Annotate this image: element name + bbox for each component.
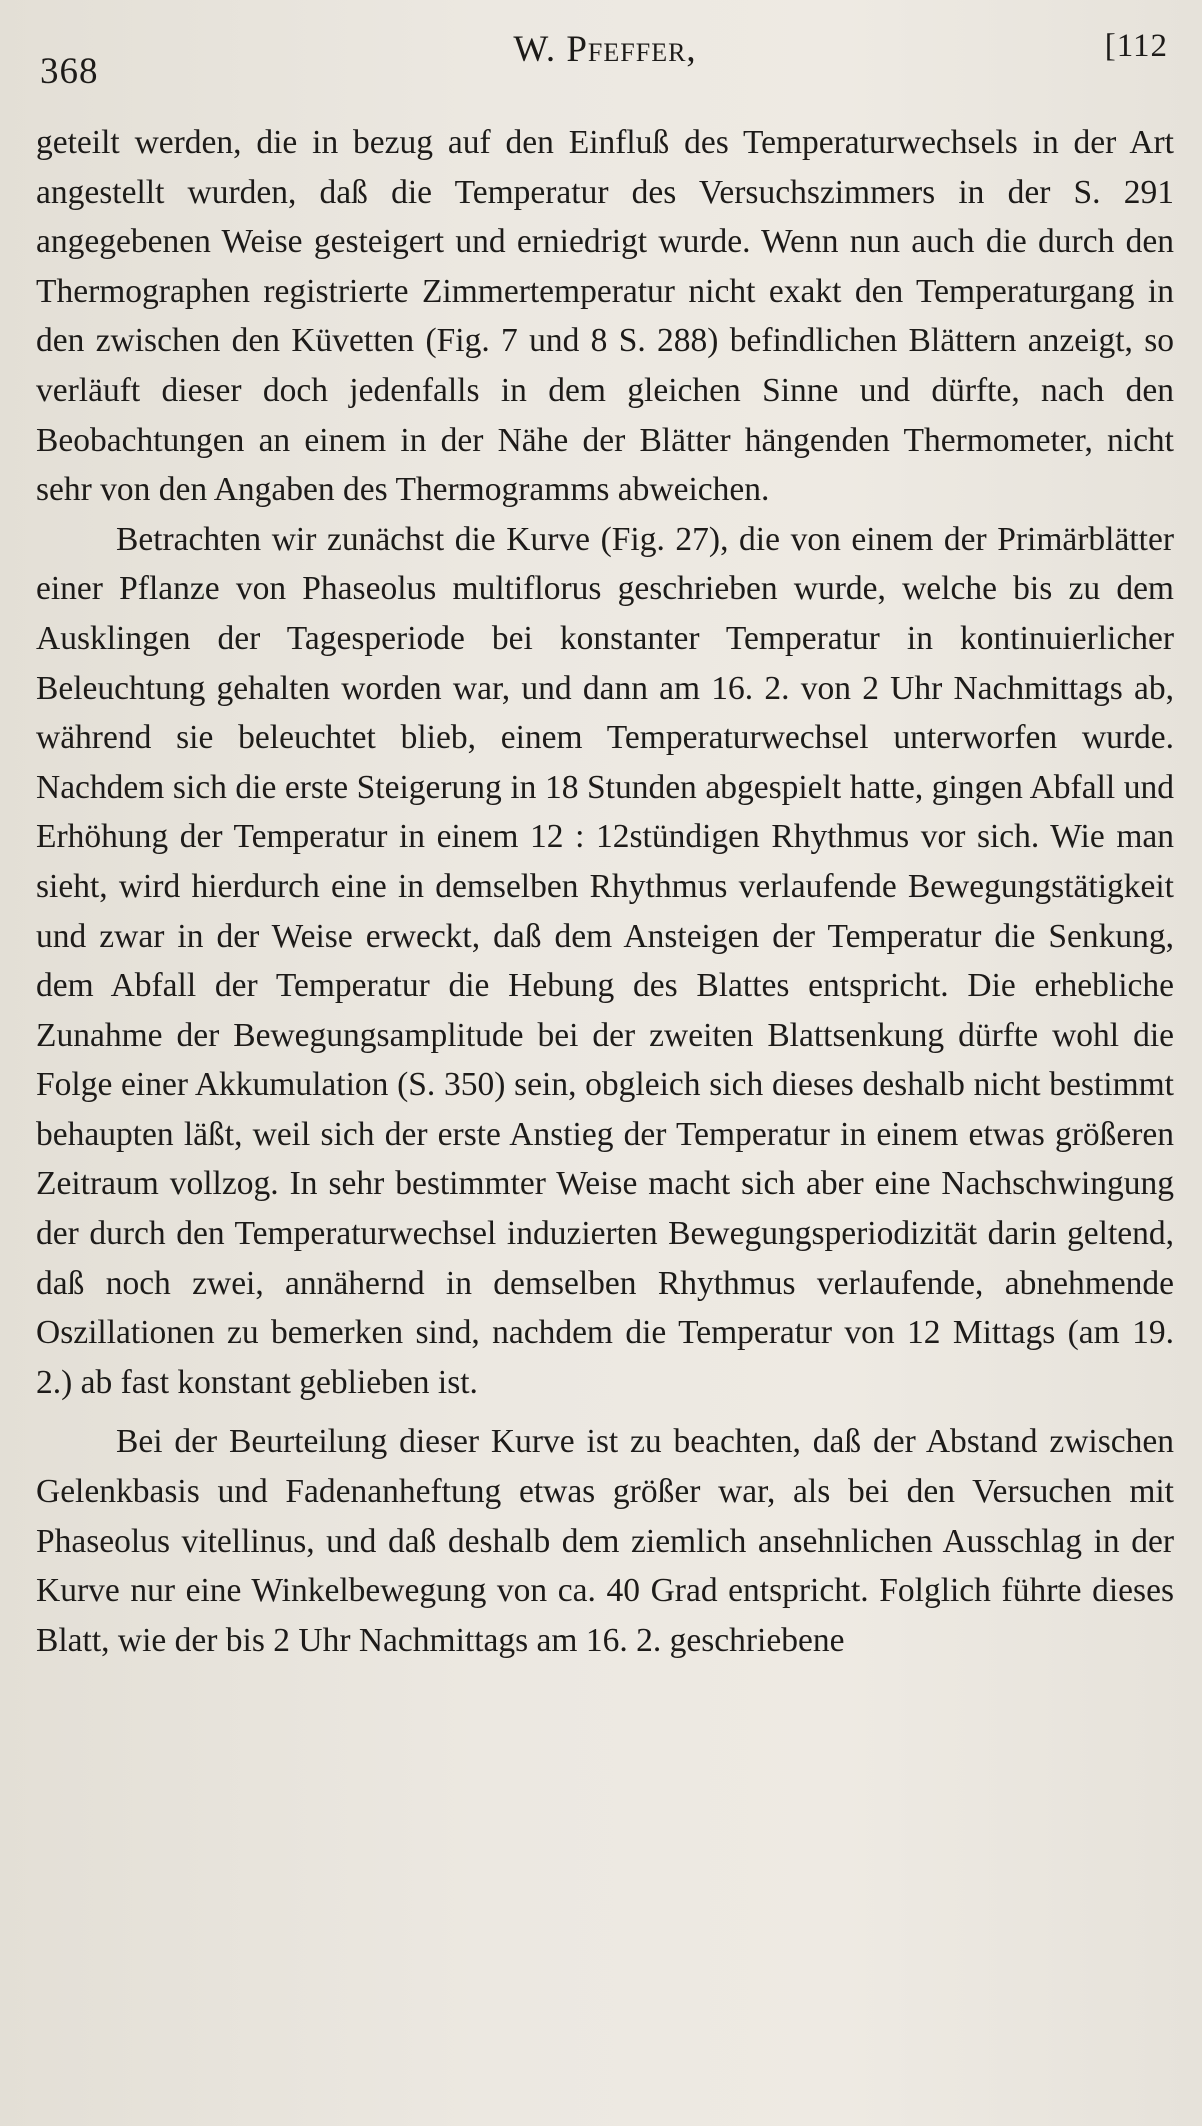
page-number: 368 <box>40 51 99 92</box>
running-head <box>36 22 1174 118</box>
paragraph-kurve-fig-27: Betrachten wir zunächst die Kurve (Fig. 27), die von einem der Primärblätter einer Pflanze von Phaseolus multiflorus geschrieben wurde, welche bis zu dem Ausklingen der Tagesperiode bei konstanter Temperatur in kontinuierlicher Beleuchtung gehalten worden war, und dann am 16. 2. von 2 Uhr Nachmittags ab, während sie beleuchtet blieb, einem Temperaturwechsel unterworfen wurde. Nachdem sich die erste Steigerung in 18 Stunden abgespielt hatte, gingen Abfall und Erhöhung der Temperatur in einem 12 : 12stündigen Rhythmus vor sich. Wie man sieht, wird hierdurch eine in demselben Rhythmus verlaufende Bewegungstätigkeit und zwar in der Weise erweckt, daß dem Ansteigen der Temperatur die Senkung, dem Abfall der Temperatur die Hebung des Blattes entspricht. Die erhebliche Zunahme der Bewegungsamplitude bei der zweiten Blattsenkung dürfte wohl die Folge einer Akkumulation (S. 350) sein, obgleich sich dieses deshalb nicht bestimmt behaupten läßt, weil sich der erste Anstieg der Temperatur in einem etwas größeren Zeitraum vollzog. In sehr bestimmter Weise macht sich aber eine Nachschwingung der durch den Temperaturwechsel induzierten Bewegungsperiodizität darin geltend, daß noch zwei, annähernd in demselben Rhythmus verlaufende, abnehmende Oszillationen zu bemerken sind, nachdem die Temperatur von 12 Mittags (am 19. 2.) ab fast konstant geblieben ist. <box>36 520 1174 1401</box>
paragraph-beurteilung: Bei der Beurteilung dieser Kurve ist zu beachten, daß der Abstand zwischen Gelenkbasis und Fadenanheftung etwas größer war, als bei den Versuchen mit Phaseolus vitellinus, und daß deshalb dem ziemlich ansehnlichen Ausschlag in der Kurve nur eine Winkelbewegung von ca. 40 Grad entspricht. Folglich führte dieses Blatt, wie der bis 2 Uhr Nachmittags am 16. 2. geschriebene <box>36 1423 1174 1659</box>
body-text <box>36 118 1174 1665</box>
paragraph-continuation: geteilt werden, die in bezug auf den Einfluß des Temperaturwechsels in der Art angestellt wurden, daß die Temperatur des Versuchszimmers in der S. 291 angegebenen Weise gesteigert und erniedrigt wurde. Wenn nun auch die durch den Thermographen registrierte Zimmertemperatur nicht exakt den Temperaturgang in den zwischen den Küvetten (Fig. 7 und 8 S. 288) befindlichen Blättern anzeigt, so verläuft dieser doch jedenfalls in dem gleichen Sinne und dürfte, nach den Beobachtungen an einem in der Nähe der Blätter hängenden Thermometer, nicht sehr von den Angaben des Thermogramms abweichen. <box>36 124 1174 509</box>
running-title: W. Pfeffer, <box>513 29 697 70</box>
section-reference: [112 <box>1104 28 1168 64</box>
